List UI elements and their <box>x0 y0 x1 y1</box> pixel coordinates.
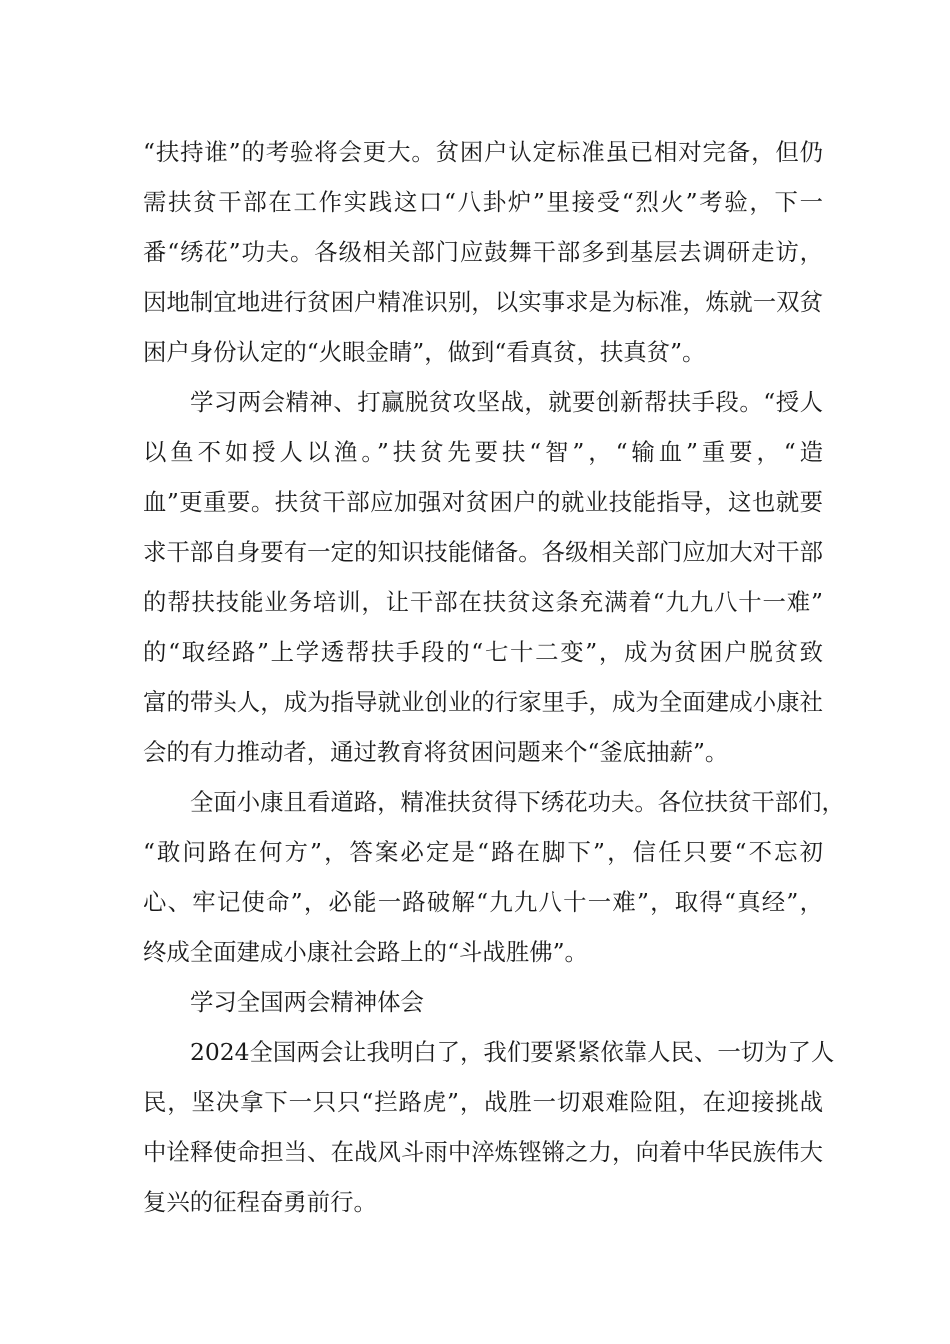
paragraph-line: 番“绣花”功夫。各级相关部门应鼓舞干部多到基层去调研走访， <box>143 238 823 266</box>
paragraph-line: 中诠释使命担当、在战风斗雨中淬炼铿锵之力，向着中华民族伟大 <box>143 1138 823 1166</box>
paragraph-line: 学习两会精神、打赢脱贫攻坚战，就要创新帮扶手段。“授人 <box>190 388 823 416</box>
paragraph-line: 求干部自身要有一定的知识技能储备。各级相关部门应加大对干部 <box>143 538 823 566</box>
paragraph-line: 富的带头人，成为指导就业创业的行家里手，成为全面建成小康社 <box>143 688 823 716</box>
paragraph-line: 2024全国两会让我明白了，我们要紧紧依靠人民、一切为了人 <box>190 1038 835 1066</box>
paragraph-line: 民，坚决拿下一只只“拦路虎”，战胜一切艰难险阻，在迎接挑战 <box>143 1088 823 1116</box>
paragraph-line: 以鱼不如授人以渔。”扶贫先要扶“智”，“输血”重要，“造 <box>143 438 823 466</box>
paragraph-line: 血”更重要。扶贫干部应加强对贫困户的就业技能指导，这也就要 <box>143 488 823 516</box>
paragraph-line: 心、牢记使命”，必能一路破解“九九八十一难”，取得“真经”， <box>143 888 823 916</box>
paragraph-line: “扶持谁”的考验将会更大。贫困户认定标准虽已相对完备，但仍 <box>143 138 823 166</box>
paragraph-line: 全面小康且看道路，精准扶贫得下绣花功夫。各位扶贫干部们， <box>190 788 845 816</box>
paragraph-line: 需扶贫干部在工作实践这口“八卦炉”里接受“烈火”考验，下一 <box>143 188 823 216</box>
paragraph-line: 终成全面建成小康社会路上的“斗战胜佛”。 <box>143 938 588 966</box>
paragraph-line: 复兴的征程奋勇前行。 <box>143 1188 377 1216</box>
paragraph-line: 的帮扶技能业务培训，让干部在扶贫这条充满着“九九八十一难” <box>143 588 823 616</box>
paragraph-line: “敢问路在何方”，答案必定是“路在脚下”，信任只要“不忘初 <box>143 838 823 866</box>
paragraph-line: 困户身份认定的“火眼金睛”，做到“看真贫，扶真贫”。 <box>143 338 706 366</box>
paragraph-line: 的“取经路”上学透帮扶手段的“七十二变”，成为贫困户脱贫致 <box>143 638 823 666</box>
section-heading: 学习全国两会精神体会 <box>190 988 424 1016</box>
paragraph-line: 因地制宜地进行贫困户精准识别，以实事求是为标准，炼就一双贫 <box>143 288 823 316</box>
paragraph-line: 会的有力推动者，通过教育将贫困问题来个“釜底抽薪”。 <box>143 738 729 766</box>
